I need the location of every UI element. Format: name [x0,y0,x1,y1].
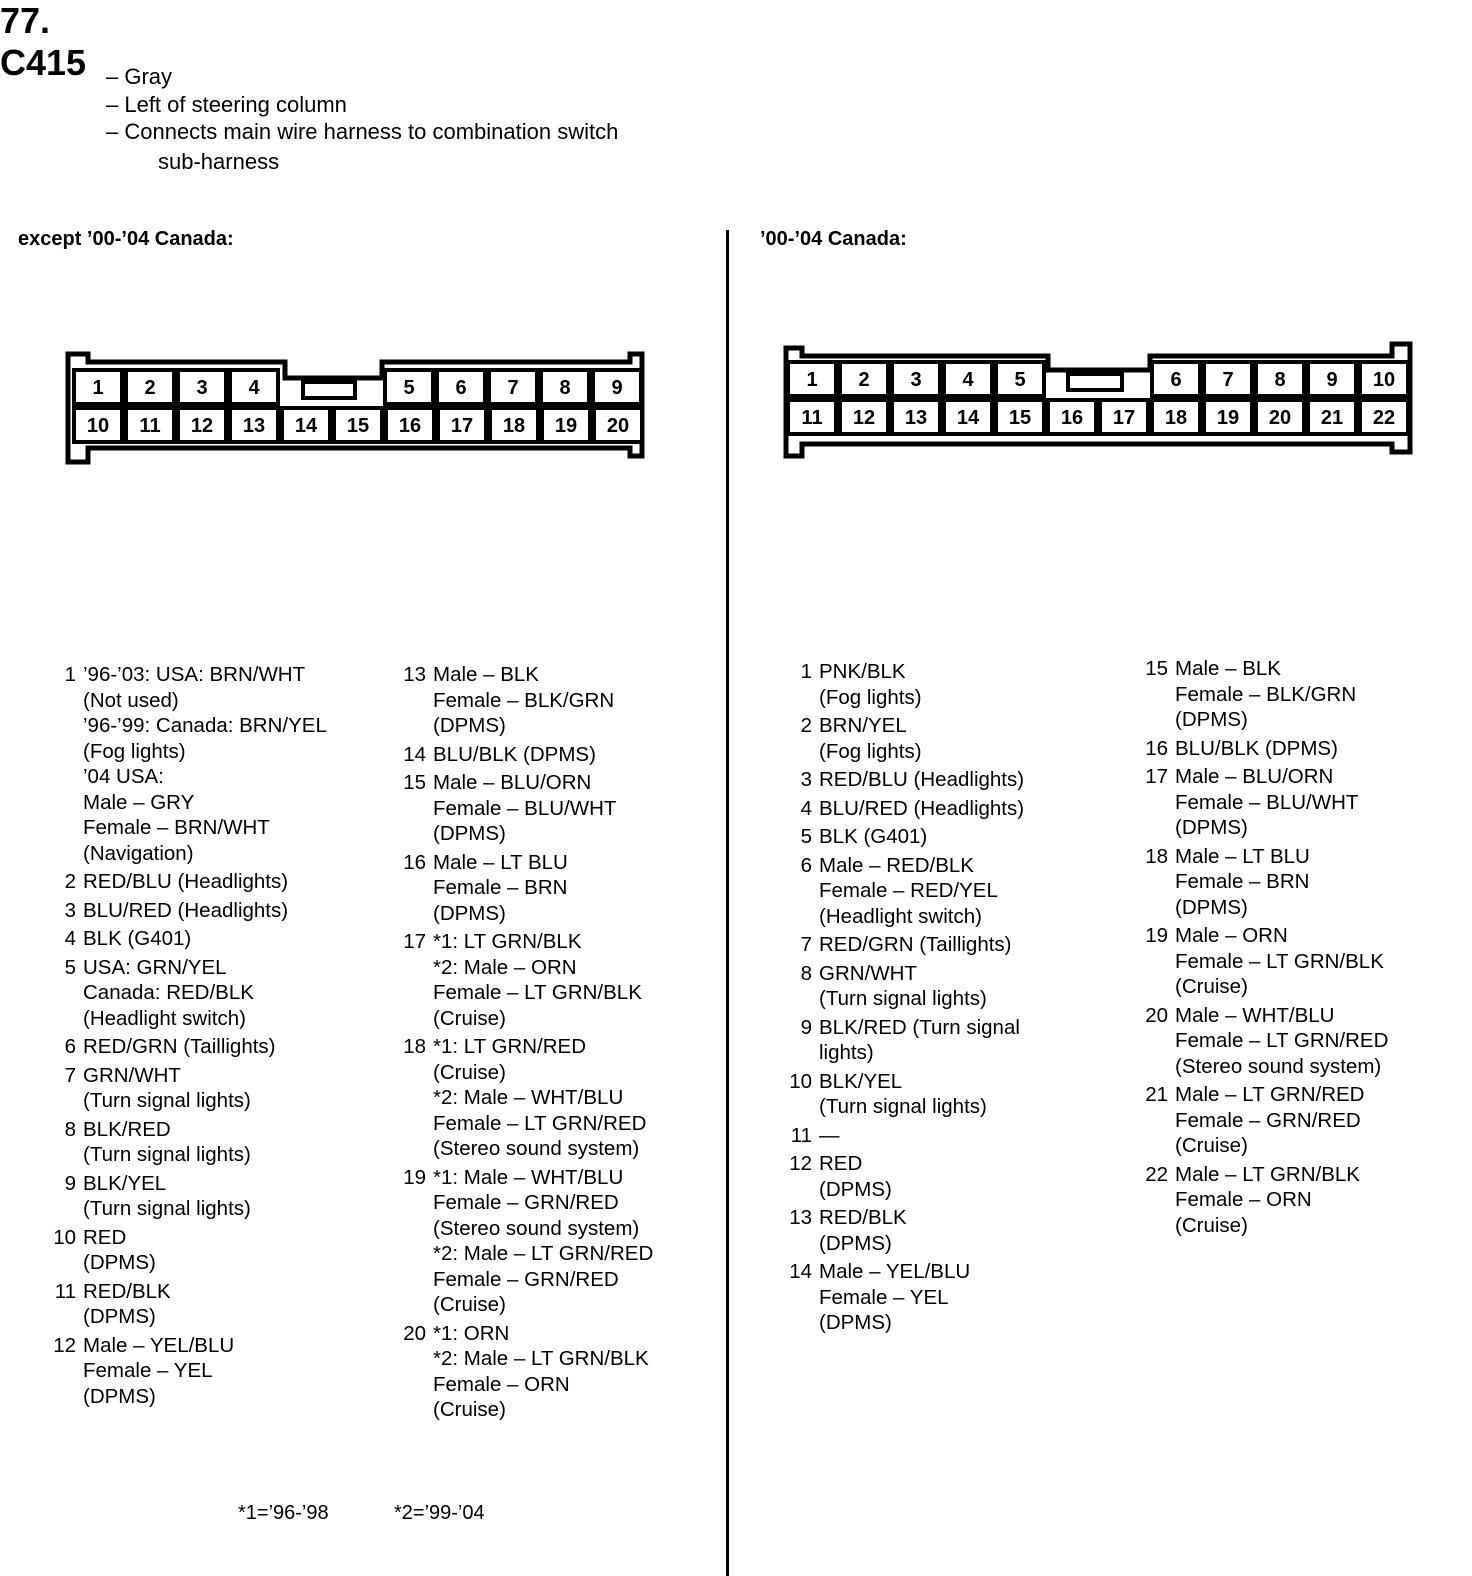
pin-number: 19 [554,415,578,437]
pin-number: 5 [1014,369,1026,391]
pin-description-line: (Turn signal lights) [83,1089,251,1112]
pin-entry [48,1117,327,1168]
pin-entry-number: 22 [1145,1162,1168,1186]
pin-entry-description [83,898,288,924]
pin-entry-number: 18 [403,1035,426,1058]
pin-description-line: RED/GRN (Taillights) [819,933,1012,956]
pin-entry-description [819,1205,907,1256]
pin-description-line: BLK/RED [83,1117,171,1141]
pin-number: 21 [1320,407,1344,429]
pin-entry-number: 14 [403,742,426,766]
pin-description-line: Female – BRN [1175,870,1310,893]
pin-entry [1140,656,1388,733]
pin-description-line: *1: LT GRN/RED [433,1035,587,1058]
pin-description-line: (DPMS) [83,1384,156,1408]
pin-entry [1140,844,1388,921]
section-number: 77. [0,0,51,41]
pin-entry-description [1175,923,1384,1000]
pin-entry [398,770,653,847]
pin-entry [48,662,327,866]
pin-description-line: Female – RED/YEL [819,879,998,902]
pin-description-line: *1: Male – WHT/BLU [433,1165,624,1189]
pin-entry-number: 19 [403,1165,426,1189]
pin-description-line: Female – YEL [83,1359,213,1382]
view-heading-right: ’00-’04 Canada: [760,228,907,250]
pin-entry [784,767,1024,793]
pin-number: 7 [1222,369,1234,391]
pin-description-line: Female – LT GRN/RED [1175,1029,1389,1052]
pin-entry-description [819,1151,892,1202]
pin-description-line: Male – YEL/BLU [83,1333,235,1357]
pin-number: 17 [450,415,474,437]
view-heading-left: except ’00-’04 Canada: [18,228,234,250]
pin-description-line: Male – YEL/BLU [819,1260,971,1283]
pin-description-line: BLK (G401) [83,927,192,950]
pin-number: 13 [242,415,266,437]
pin-description-line: Male – ORN [1175,924,1288,947]
pin-description-line: (Cruise) [433,1293,506,1316]
pin-number: 7 [507,377,519,399]
pin-entry [784,796,1024,822]
pin-description-line: Female – GRN/RED [1175,1108,1361,1132]
pin-description-line: lights) [819,1041,874,1064]
pin-description-line: (DPMS) [433,901,506,925]
pin-description-line: BLU/BLK (DPMS) [1175,736,1338,760]
pin-entry [784,1123,1024,1149]
pin-description-line: Female – GRN/RED [433,1191,619,1214]
pin-entry-number: 20 [1145,1003,1168,1027]
pin-description-line: Male – LT GRN/BLK [1175,1162,1360,1186]
pin-entry-number: 6 [64,1035,76,1058]
pin-entry-number: 12 [53,1333,76,1357]
pin-entry [398,1165,653,1318]
pin-description-line: Female – GRN/RED [433,1267,619,1291]
pin-entry [48,1034,327,1060]
pin-description-line: ’96-’99: Canada: BRN/YEL [83,714,327,737]
pin-description-line: *1: ORN [433,1321,510,1345]
pin-entry-description [1175,656,1356,733]
pin-entry-description [83,926,191,952]
pin-description-line: *2: Male – LT GRN/RED [433,1242,654,1265]
pin-description-line: (Turn signal lights) [819,987,987,1010]
pin-description-line: *2: Male – ORN [433,955,577,979]
pin-entry-number: 10 [53,1225,76,1249]
pin-number: 12 [852,407,876,429]
pin-entry-description [83,1063,251,1114]
pin-entry-number: 7 [64,1063,76,1087]
pin-number: 15 [1008,407,1032,429]
pin-number: 2 [144,377,156,399]
pin-entry-number: 13 [403,663,426,686]
pin-entry-number: 3 [64,898,76,922]
pin-description-line: PNK/BLK [819,660,906,683]
pin-entry [48,1225,327,1276]
pin-entry-number: 1 [64,663,76,686]
pin-entry [398,742,653,768]
pin-entry [784,1151,1024,1202]
pin-description-line: Female – LT GRN/BLK [433,981,642,1004]
pin-description-line: Male – RED/BLK [819,853,974,877]
pin-number: 11 [139,415,161,437]
pin-description-line: GRN/WHT [819,961,917,985]
pin-number: 16 [1060,407,1084,429]
pin-description-line: (DPMS) [819,1311,892,1334]
pin-entry [784,853,1024,930]
pin-entry-description [83,1333,234,1410]
pin-entry-number: 11 [790,1123,812,1147]
pin-description-line: RED [83,1225,127,1249]
pin-entry-description [83,955,254,1032]
pin-description-line: RED/BLU (Headlights) [819,768,1025,791]
pin-number: 8 [1274,369,1286,391]
pin-description-line: (Cruise) [433,1006,506,1030]
note-color: – Gray [106,64,173,89]
pin-description-line: — [819,1123,840,1147]
pin-entry [48,898,327,924]
pin-entry-number: 15 [403,771,426,794]
pin-entry-description [83,1034,276,1060]
pin-entry-number: 2 [64,870,76,893]
note-continuation: sub-harness [158,149,280,174]
pin-entry [48,1333,327,1410]
pin-entry [784,1015,1024,1066]
connector-id: C415 [0,42,87,83]
pin-description-line: RED/BLU (Headlights) [83,870,289,893]
pin-entry-description [433,742,596,768]
pin-entry [48,955,327,1032]
pin-description-line: (Stereo sound system) [433,1137,640,1160]
pin-description-line: (Cruise) [433,1060,506,1084]
pin-description-line: BLK/RED (Turn signal [819,1015,1020,1039]
pin-number: 10 [1372,369,1396,391]
pin-number: 10 [86,415,110,437]
pin-entry-description [433,1034,646,1162]
pin-entry [784,713,1024,764]
connector-diagram-left [60,340,660,480]
pin-entry-description [1175,1082,1365,1159]
pin-entry-description [819,1015,1020,1066]
pin-list-right-col2 [1140,656,1388,1241]
pin-description-line: Female – ORN [433,1372,570,1396]
pin-description-line: (Cruise) [1175,1213,1248,1237]
pin-entry-number: 2 [800,714,812,737]
pin-entry-number: 3 [800,768,812,791]
pin-number: 12 [190,415,214,437]
pin-entry [48,1063,327,1114]
pin-description-line: Male – BLK [1175,657,1281,680]
pin-entry-number: 9 [64,1171,76,1195]
pin-description-line: Female – BLK/GRN [433,688,615,712]
pin-entry [1140,736,1388,762]
pin-entry-number: 6 [800,853,812,877]
pin-number: 5 [403,377,415,399]
connector-diagram-right [778,336,1418,466]
pin-number: 22 [1372,407,1396,429]
pin-entry-number: 17 [403,930,426,953]
pin-description-line: Female – YEL [819,1285,949,1309]
pin-entry-number: 8 [64,1117,76,1141]
pin-entry [784,932,1024,958]
pin-description-line: Male – LT BLU [1175,844,1310,868]
pin-entry-number: 19 [1145,924,1168,947]
note-location: – Left of steering column [106,92,347,117]
pin-description-line: (Cruise) [1175,1134,1248,1157]
pin-description-line: Female – BLU/WHT [433,796,617,820]
pin-entry [784,1259,1024,1336]
pin-description-line: (DPMS) [819,1231,892,1255]
pin-number: 9 [1326,369,1338,391]
pin-description-line: USA: GRN/YEL [83,955,227,979]
pin-description-line: (Fog lights) [819,685,922,709]
pin-description-line: GRN/WHT [83,1063,181,1087]
footnote-2: *2=’99-’04 [394,1502,485,1524]
pin-description-line: RED [819,1152,863,1175]
pin-description-line: BLK/YEL [83,1171,167,1195]
pin-entry-description [1175,844,1310,921]
pin-entry-description [1175,764,1358,841]
pin-entry [784,1205,1024,1256]
pin-description-line: (Fog lights) [83,739,186,763]
pin-number: 20 [606,415,630,437]
pin-description-line: (Turn signal lights) [819,1095,987,1118]
pin-description-line: (Navigation) [83,841,194,865]
pin-description-line: (DPMS) [433,822,506,845]
pin-entry-description [433,850,568,927]
pin-description-line: (DPMS) [433,714,506,737]
pin-entry-description [819,932,1012,958]
pin-entry [1140,1082,1388,1159]
pin-description-line: (DPMS) [83,1251,156,1274]
pin-description-line: Canada: RED/BLK [83,981,254,1004]
pin-description-line: (Stereo sound system) [1175,1054,1382,1078]
note-connects: – Connects main wire harness to combination switch [106,119,619,144]
pin-description-line: (Turn signal lights) [83,1197,251,1220]
pin-entry-number: 5 [800,825,812,848]
pin-description-line: ’04 USA: [83,765,164,788]
pin-entry-number: 4 [800,796,812,820]
pin-entry-number: 12 [789,1152,812,1175]
pin-entry-description [433,770,616,847]
pin-description-line: (Headlight switch) [83,1006,246,1030]
pin-entry [1140,764,1388,841]
pin-description-line: (Cruise) [433,1398,506,1421]
pin-description-line: Male – WHT/BLU [1175,1003,1335,1027]
pin-entry [398,662,653,739]
pin-description-line: Female – LT GRN/RED [433,1111,647,1135]
pin-description-line: RED/GRN (Taillights) [83,1035,276,1058]
pin-description-line: (Fog lights) [819,739,922,763]
pin-description-line: Male – LT GRN/RED [1175,1083,1365,1106]
pin-number: 3 [910,369,922,391]
pin-entry [398,929,653,1031]
pin-description-line: BLU/BLK (DPMS) [433,742,596,766]
pin-description-line: RED/BLK [819,1206,907,1229]
pin-entry [784,1069,1024,1120]
pin-entry-number: 4 [64,927,76,950]
pin-description-line: Male – LT BLU [433,850,568,874]
pin-entry [398,850,653,927]
pin-description-line: (DPMS) [83,1305,156,1328]
pin-entry [784,961,1024,1012]
pin-description-line: *1: LT GRN/BLK [433,930,582,953]
pin-description-line: Female – ORN [1175,1188,1312,1211]
pin-entry-number: 16 [403,850,426,874]
pin-entry [784,659,1024,710]
pin-entry-number: 15 [1145,657,1168,680]
pin-entry [398,1321,653,1423]
pin-description-line: *2: Male – WHT/BLU [433,1086,624,1109]
pin-description-line: (Not used) [83,688,179,712]
pin-entry-description [819,853,998,930]
pin-description-line: (Headlight switch) [819,904,982,928]
pin-number: 18 [502,415,526,437]
pin-description-line: (DPMS) [819,1177,892,1201]
pin-entry-number: 13 [789,1206,812,1229]
pin-description-line: BLK (G401) [819,825,928,848]
pin-entry [48,1171,327,1222]
pin-entry-description [83,1117,251,1168]
pin-entry-description [1175,736,1338,762]
pin-entry-description [433,1321,649,1423]
pin-list-right-col1 [784,659,1024,1339]
pin-description-line: *2: Male – LT GRN/BLK [433,1347,649,1370]
pin-number: 15 [346,415,370,437]
pin-description-line: ’96-’03: USA: BRN/WHT [83,663,306,686]
pin-number: 14 [294,415,318,437]
pin-description-line: BLK/YEL [819,1069,903,1093]
pin-description-line: Female – LT GRN/BLK [1175,949,1384,973]
pin-description-line: Male – GRY [83,790,195,814]
pin-description-line: Male – BLU/ORN [433,771,592,794]
pin-entry-description [433,662,614,739]
pin-description-line: (Cruise) [1175,975,1248,998]
pin-number: 6 [455,377,467,399]
pin-number: 20 [1268,407,1292,429]
pin-entry-description [83,1225,156,1276]
pin-entry-number: 11 [54,1279,76,1303]
pin-entry-number: 1 [800,660,812,683]
pin-entry-description [819,824,927,850]
pin-description-line: Female – BRN/WHT [83,816,270,839]
pin-number: 16 [398,415,422,437]
pin-entry-number: 10 [789,1069,812,1093]
pin-number: 14 [956,407,980,429]
pin-description-line: Female – BLK/GRN [1175,682,1357,706]
pin-description-line: Male – BLU/ORN [1175,765,1334,788]
pin-entry [48,1279,327,1330]
pin-description-line: (DPMS) [1175,708,1248,731]
pin-entry [784,824,1024,850]
pin-entry-description [83,662,327,866]
pin-description-line: Male – BLK [433,663,539,686]
pin-description-line: (Turn signal lights) [83,1143,251,1166]
pin-number: 4 [962,369,974,391]
pin-number: 17 [1112,407,1136,429]
pin-number: 9 [611,377,623,399]
pin-number: 18 [1164,407,1188,429]
pin-number: 13 [904,407,928,429]
pin-entry-number: 20 [403,1321,426,1345]
pin-entry [48,869,327,895]
pin-entry-description [1175,1003,1388,1080]
pin-entry [1140,923,1388,1000]
pin-entry-number: 17 [1145,765,1168,788]
pin-entry-description [433,929,642,1031]
pin-entry-description [819,1069,987,1120]
pin-description-line: RED/BLK [83,1279,171,1303]
pin-entry-description [819,713,922,764]
pin-entry-number: 7 [800,933,812,956]
pin-description-line: BLU/RED (Headlights) [83,898,289,922]
pin-entry-number: 18 [1145,844,1168,868]
pin-list-left-col2 [398,662,653,1426]
pin-description-line: BLU/RED (Headlights) [819,796,1025,820]
pin-description-line: (DPMS) [1175,895,1248,919]
pin-number: 3 [196,377,208,399]
pin-entry-number: 9 [800,1015,812,1039]
pin-description-line: Female – BLU/WHT [1175,790,1359,814]
pin-entry-description [819,659,922,710]
pin-number: 8 [559,377,571,399]
pin-entry-description [819,1123,840,1149]
pin-entry [1140,1162,1388,1239]
pin-entry-number: 21 [1145,1083,1168,1106]
pin-entry-description [83,1279,171,1330]
pin-entry-description [819,961,987,1012]
footnote-1: *1=’96-’98 [238,1502,329,1524]
pin-number: 4 [248,377,260,399]
pin-entry [1140,1003,1388,1080]
pin-list-left-col1 [48,662,327,1412]
pin-number: 2 [858,369,870,391]
pin-entry-description [1175,1162,1360,1239]
pin-entry-number: 5 [64,955,76,979]
pin-entry-description [83,869,288,895]
pin-entry-description [433,1165,653,1318]
pin-description-line: (DPMS) [1175,816,1248,839]
pin-entry-number: 14 [789,1260,812,1283]
pin-description-line: (Stereo sound system) [433,1216,640,1240]
pin-entry-number: 8 [800,961,812,985]
pin-number: 19 [1216,407,1240,429]
column-divider [726,230,729,1576]
pin-description-line: BRN/YEL [819,714,907,737]
pin-description-line: Female – BRN [433,876,568,899]
pin-entry-description [83,1171,251,1222]
pin-entry-description [819,767,1024,793]
pin-entry-description [819,796,1024,822]
pin-entry-description [819,1259,970,1336]
pin-number: 11 [801,407,823,429]
pin-entry-number: 16 [1145,736,1168,760]
pin-entry [398,1034,653,1162]
pin-number: 1 [92,377,104,399]
pin-number: 1 [806,369,818,391]
pin-number: 6 [1170,369,1182,391]
pin-entry [48,926,327,952]
